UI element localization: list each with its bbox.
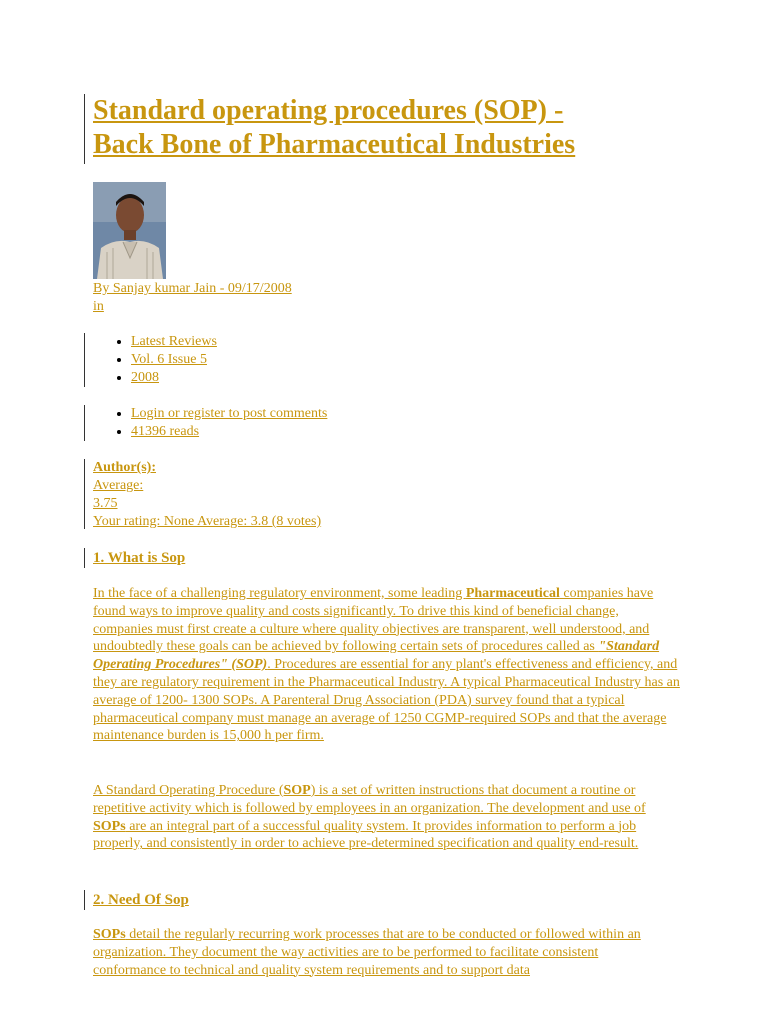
byline-text[interactable]: By Sanjay kumar Jain - 09/17/2008 (93, 281, 292, 296)
p1-part-e: . Procedures are essential for any plant's effectiveness and efficiency, and they are regulatory requirement in the Pharmaceutical Industry. A typical Pharmaceutical Industry has an average of 1200- 1300 SOPs. A Parenteral Drug Association (PDA) survey found that a typical pharmaceutical company must manage an average of 1250 CGMP-required SOPs and that the average maintenance burden is 15,000 h per firm. (93, 657, 680, 744)
ratings-block (84, 459, 321, 529)
p3-bold-sops: SOPs (93, 927, 126, 942)
login-register-link[interactable]: • Login or register to post comments (131, 405, 327, 423)
in-label: in (93, 299, 104, 314)
title-line-2: Back Bone of Pharmaceutical Industries (93, 129, 576, 160)
paragraph-3-text (93, 926, 668, 979)
section-1-heading-block (84, 548, 185, 568)
category-link-issue[interactable]: • Vol. 6 Issue 5 (131, 351, 217, 369)
paragraph-3 (93, 926, 668, 979)
p2-part-e: are an integral part of a successful quality system. It provides information to perform a job properly, and consistently in order to achieve pre-determined specification and quality end-result. (93, 818, 639, 852)
section-2-heading-block (84, 890, 189, 910)
p2-bold-sop: SOP (283, 783, 311, 798)
title-line-1: Standard operating procedures (SOP) - (93, 95, 564, 126)
paragraph-1-text (93, 585, 681, 745)
reads-count[interactable]: • 41396 reads (131, 423, 327, 441)
category-link-latest-reviews[interactable]: • Latest Reviews (131, 333, 217, 351)
p2-part-c: ) is a set of written instructions that document a routine or repetitive activity which is followed by employees in an organization. The development and use of (93, 783, 646, 816)
category-link-year[interactable]: • 2008 (131, 369, 217, 387)
authors-label: Author(s): (93, 460, 156, 475)
average-label: Average: (93, 478, 144, 493)
category-list (93, 333, 217, 387)
article-title-block (84, 94, 575, 164)
paragraph-2-text (93, 782, 675, 853)
section-1-heading: 1. What is Sop (93, 550, 186, 566)
paragraph-2 (93, 782, 675, 853)
average-value: 3.75 (93, 496, 118, 511)
p2-part-a: A Standard Operating Procedure ( (93, 783, 284, 798)
article-title[interactable] (93, 94, 575, 162)
author-photo (93, 182, 166, 279)
links-block (84, 405, 327, 441)
p1-part-c: companies have found ways to improve quality and costs significantly. To drive this kind of beneficial change, companies must first create a culture where quality objectives are transparent, well understood, and undoubtedly these goals can be achieved by following certain sets of procedures called as (93, 586, 654, 655)
p3-part-b: detail the regularly recurring work processes that are to be conducted or followed within an organization. They document the way activities are to be performed to facilitate consistent conformance to technical and quality system requirements and to support data (93, 927, 641, 978)
byline[interactable] (93, 280, 292, 316)
p2-bold-sops: SOPs (93, 818, 126, 834)
paragraph-1 (93, 585, 681, 745)
p1-bold-sop-term: "Standard Operating Procedures" (SOP) (93, 639, 660, 673)
section-2-heading: 2. Need Of Sop (93, 892, 189, 908)
links-list (93, 405, 327, 441)
p1-part-a: In the face of a challenging regulatory environment, some leading (93, 586, 466, 601)
your-rating[interactable]: Your rating: None Average: 3.8 (8 votes) (93, 514, 322, 529)
p1-bold-pharmaceutical: Pharmaceutical (465, 586, 560, 601)
categories-block (84, 333, 217, 387)
